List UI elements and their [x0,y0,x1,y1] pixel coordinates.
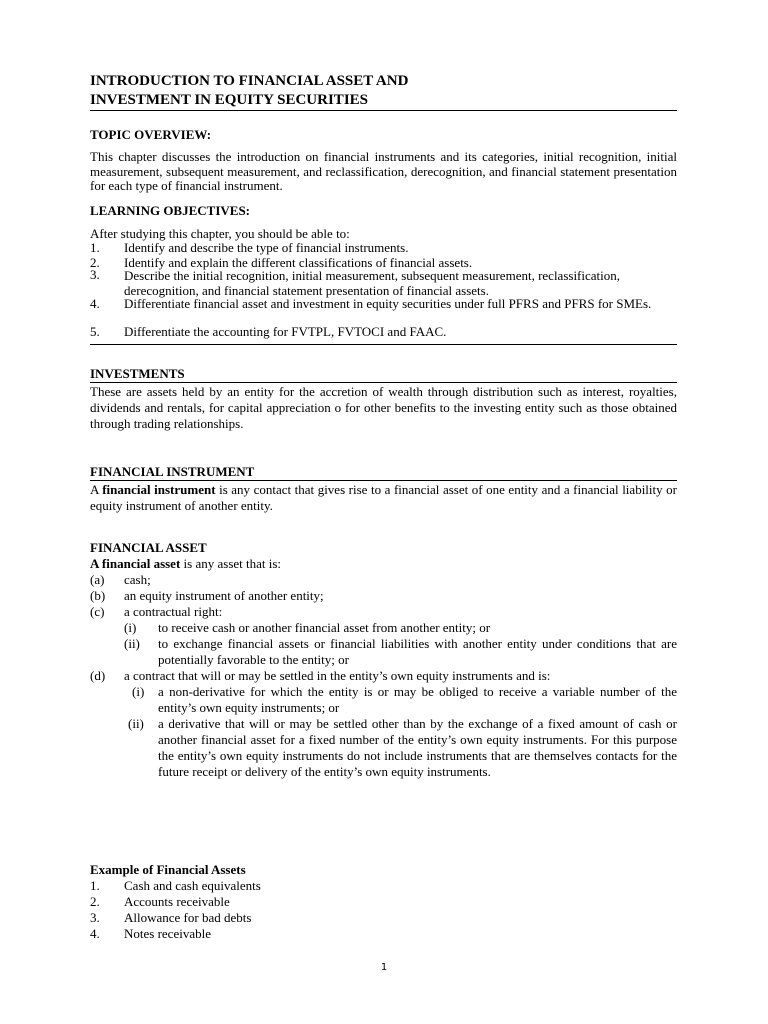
examples-heading: Example of Financial Assets [90,862,246,877]
objective-text: Differentiate the accounting for FVTPL, FVTOCI and FAAC. [124,324,447,339]
fi-term: financial instrument [102,482,216,497]
item-label-d: (d) [90,668,106,683]
learning-objectives-heading: LEARNING OBJECTIVES: [90,203,251,218]
item-text-d-ii: a derivative that will or may be settled other than by the exchange of a fixed amount of cash or another financial asset for a fixed number of the entity’s own equity instruments. For this purpose the entity’s own equity instruments do not include instruments that are themselves contacts for the future receipt or delivery of the entity’s own equity instruments. [158,716,677,779]
title-line-1: INTRODUCTION TO FINANCIAL ASSET AND [90,73,409,89]
objective-text: Identify and describe the type of financial instruments. [124,240,409,255]
objective-number: 4. [90,296,100,311]
example-number: 3. [90,910,100,925]
fi-definition: is any contact that gives rise to a financial asset of one entity and a financial liability or equity instrument of another entity. [90,482,678,513]
financial-asset-intro [90,556,281,572]
example-text: Notes receivable [124,926,211,941]
item-label-c-i: (i) [124,620,137,635]
financial-instrument-heading: FINANCIAL INSTRUMENT [90,464,677,481]
objective-number: 2. [90,255,100,270]
objectives-rule [90,344,677,345]
item-label-b: (b) [90,588,106,603]
item-text-d-i: a non-derivative for which the entity is or may be obliged to receive a variable number of the entity’s own equity instruments; or [158,684,677,715]
item-label-c: (c) [90,604,105,619]
financial-instrument-text [90,482,677,514]
title-line-2: INVESTMENT IN EQUITY SECURITIES [90,92,368,108]
objective-number: 5. [90,324,100,339]
objective-text: Identify and explain the different classifications of financial assets. [124,255,473,270]
example-number: 2. [90,894,100,909]
example-number: 1. [90,878,100,893]
title-rule [90,110,677,111]
item-label-d-ii: (ii) [128,716,144,731]
fa-term: A financial asset [90,556,181,571]
financial-asset-heading: FINANCIAL ASSET [90,540,207,555]
objective-number: 3. [90,267,100,282]
example-text: Allowance for bad debts [124,910,252,925]
item-label-c-ii: (ii) [124,636,140,651]
example-number: 4. [90,926,100,941]
item-text-c: a contractual right: [124,604,223,619]
topic-overview-heading: TOPIC OVERVIEW: [90,127,212,142]
example-text: Cash and cash equivalents [124,878,261,893]
objective-number: 1. [90,240,100,255]
item-text-d: a contract that will or may be settled in the entity’s own equity instruments and is: [124,668,551,683]
fa-intro-rest: is any asset that is: [180,556,282,571]
example-text: Accounts receivable [124,894,230,909]
item-label-a: (a) [90,572,105,587]
investments-text: These are assets held by an entity for the accretion of wealth through distribution such as interest, royalties, dividends and rentals, for capital appreciation o for other benefits to the investing entity such as those obtained through trading relationships. [90,384,677,431]
objective-text: Differentiate financial asset and investment in equity securities under full PFRS and PFRS for SMEs. [124,296,652,311]
document-title [90,72,408,110]
item-label-d-i: (i) [132,684,145,699]
learning-objectives-intro: After studying this chapter, you should be able to: [90,226,350,241]
item-text-a: cash; [124,572,151,587]
item-text-b: an equity instrument of another entity; [124,588,324,603]
objective-text: Describe the initial recognition, initial measurement, subsequent measurement, reclassification, derecognition, and financial statement presentation of financial assets. [124,268,621,298]
topic-overview-text: This chapter discusses the introduction on financial instruments and its categories, initial recognition, initial measurement, subsequent measurement, and reclassification, derecognition, and financial statement presentation for each type of financial instrument. [90,149,677,193]
page-number: 1 [380,962,388,973]
investments-heading: INVESTMENTS [90,366,677,383]
fi-prefix: A [90,482,103,497]
item-text-c-i: to receive cash or another financial asset from another entity; or [158,620,491,635]
item-text-c-ii: to exchange financial assets or financial liabilities with another entity under conditions that are potentially favorable to the entity; or [158,636,677,667]
